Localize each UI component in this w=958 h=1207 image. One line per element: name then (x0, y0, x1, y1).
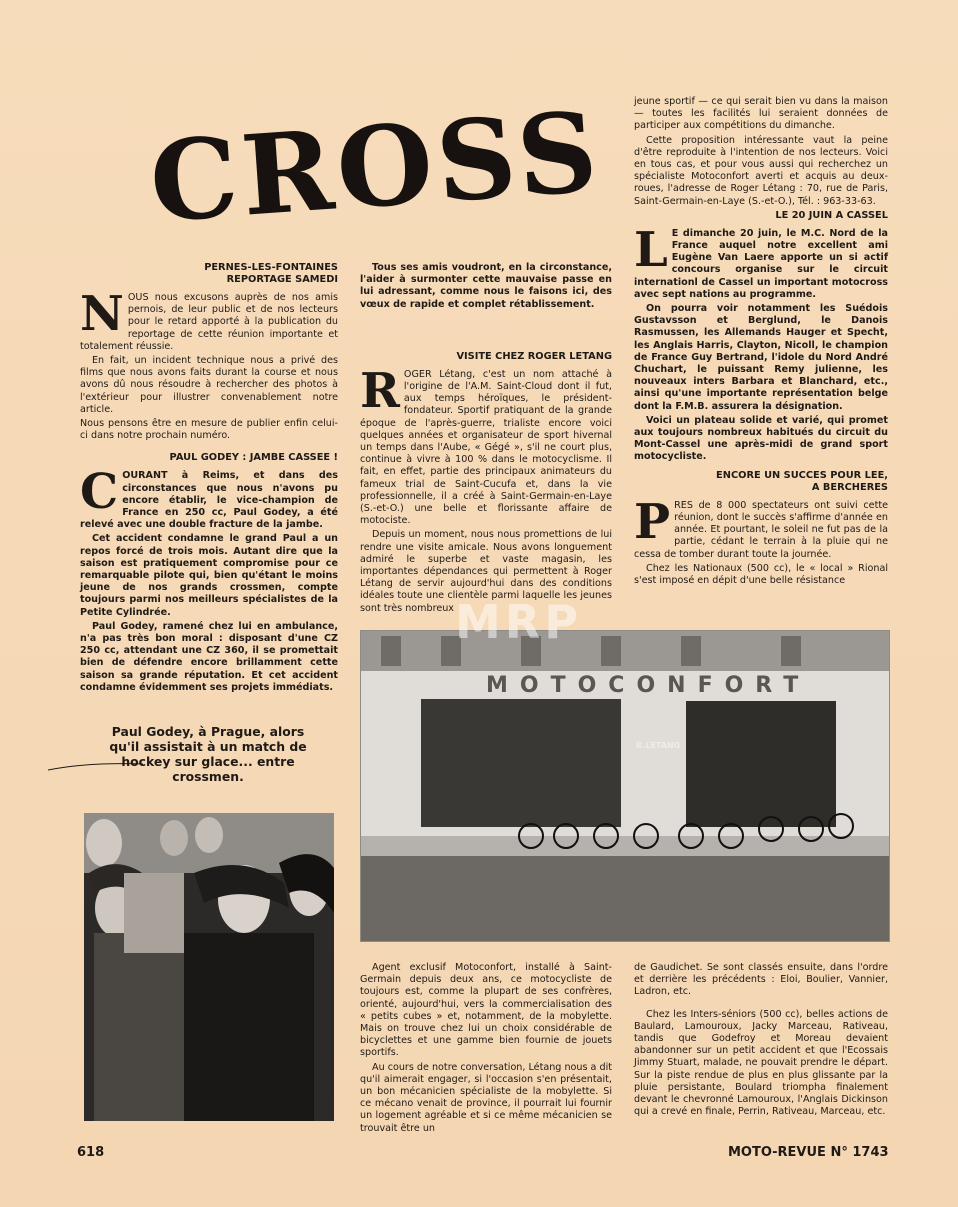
drop-cap: R (360, 362, 400, 419)
caption-arrow-icon (48, 756, 148, 776)
paragraph: Tous ses amis voudront, en la circonstance, l'aider à surmonter cette mauvaise passe en lui adressant, comme nous le faisons ici, des vœux de rapide et complet rétablissement. (360, 262, 612, 310)
paragraph: Nous pensons être en mesure de publier enfin celui-ci dans notre prochain numéro. (80, 418, 338, 442)
drop-cap: C (80, 464, 119, 521)
paragraph: Chez les Nationaux (500 cc), le « local » Rional s'est imposé en dépit d'une belle résistance (634, 562, 888, 586)
paragraph: Cette proposition intéressante vaut la peine d'être reproduite à l'intention de nos lecteurs. Voici en tous cas, et pour vous aussi qui recherchez un spécialiste Motoconfort averti et acquis au deux-roues, l'adresse de Roger Létang : 70, rue de Paris, Saint-Germain-en-Laye (S.-et-O.), Tél. : 963-33-63. (634, 134, 888, 207)
paragraph: jeune sportif — ce qui serait bien vu dans la maison — toutes les facilités lui seraient données de participer aux compétitions du dimanche. (634, 96, 888, 132)
paragraph: Chez les Inters-séniors (500 cc), belles actions de Baulard, Lamouroux, Jacky Marceau, Rativeau, tandis que Godefroy et Moreau devaient abandonner sur un petit accident et que l'Ecossais Jimmy Stuart, malade, ne pouvait prendre le départ. Sur la piste rendue de plus en plus glissante par la pluie persistante, Boulard triompha finalement devant le chevronné Lamouroux, l'Anglais Dickinson qui a crevé en finale, Perrin, Rativeau, Marceau, etc. (634, 1008, 888, 1118)
paragraph: COURANT à Reims, et dans des circonstances que nous n'avons pu encore établir, le vice-champion de France en 250 cc, Paul Godey, a été relevé avec une double fracture de la jambe. (80, 464, 338, 531)
column-3 (634, 96, 888, 589)
photo-motoconfort-storefront (360, 630, 890, 942)
column-5 (634, 962, 888, 1120)
section-heading-cassel: LE 20 JUIN A CASSEL (775, 209, 888, 221)
paragraph: ROGER Létang, c'est un nom attaché à l'origine de l'A.M. Saint-Cloud dont il fut, aux temps héroïques, le président-fondateur. Sportif pratiquant de la grande époque de l'après-guerre, trialiste encore voici quelques années et organisateur de sport hivernal un temps dans l'Aube, « Gégé », s'il ne court plus, continue à vivre à 100 % dans le motocyclisme. Il fait, en effet, partie des principaux animateurs du fameux trial de Saint-Cucufa et, dans la vie professionnelle, il a créé à Saint-Germain-en-Laye (S.-et-O.) une belle et florissante affaire de motociste. (360, 362, 612, 527)
article-title: CROSS (145, 86, 606, 248)
paragraph: Voici un plateau solide et varié, qui promet aux toujours nombreux habitués du circuit du Mont-Cassel une après-midi de grand sport motocycliste. (634, 414, 888, 463)
column-1 (80, 262, 338, 696)
paragraph: On pourra voir notamment les Suédois Gustavsson et Berglund, le Danois Rasmussen, les Allemands Hauger et Specht, les Anglais Harris, Clayton, Nicoll, le champion de France Guy Bertrand, l'idole du Nord André Chuchart, le puissant Remy julienne, les nouveaux inters Barbara et Blanchard, etc., ainsi qu'une importante représentation belge dont la F.M.B. assurera la désignation. (634, 303, 888, 412)
section-heading-bercheres: ENCORE UN SUCCES POUR LEE, A BERCHERES (716, 469, 888, 493)
paragraph: NOUS nous excusons auprès de nos amis pernois, de leur public et de nos lecteurs pour le retard apporté à la publication du reportage de cette réunion importante et totalement réussie. (80, 286, 338, 352)
drop-cap: P (634, 493, 671, 550)
paragraph: Depuis un moment, nous nous promettions de lui rendre une visite amicale. Nous avons longuement admiré le superbe et vaste magasin, les importantes dépendances qui permettent à Roger Létang de servir aujourd'hui dans des conditions idéales toute une clientèle parmi laquelle les jeunes sont très nombreux (360, 529, 612, 614)
photo-paul-godey (84, 813, 334, 1121)
paragraph: Agent exclusif Motoconfort, installé à Saint-Germain depuis deux ans, ce motocycliste de toujours est, comme la plupart de ses confrères, orienté, aujourd'hui, vers la commercialisation des « petits cubes » et, notamment, de la mobylette. Mais on trouve chez lui un choix considérable de bicyclettes et une gamme bien fournie de jouets sportifs. (360, 962, 612, 1059)
watermark-logo: MRP (455, 595, 582, 649)
photo-caption: Paul Godey, à Prague, alors qu'il assistait à un match de hockey sur glace... entre crossmen. (109, 724, 307, 784)
paragraph: Paul Godey, ramené chez lui en ambulance, n'a pas très bon moral : disposant d'une CZ 250 cc, attendant une CZ 360, il se promettait bien de défendre encore brillamment cette saison sa grande réputation. Et cet accident condamne évidemment ses projets immédiats. (80, 620, 338, 693)
section-heading-letang: VISITE CHEZ ROGER LETANG (456, 350, 612, 362)
storefront-sign: MOTOCONFORT (486, 673, 811, 698)
page-number: 618 (77, 1145, 105, 1160)
paragraph: En fait, un incident technique nous a privé des films que nous avons faits durant la course et nous avons dû nous résoudre à rechercher des photos à l'extérieur pour illustrer convenablement notre article. (80, 355, 338, 415)
crowd-photo-illustration (84, 813, 334, 1121)
paragraph: L E dimanche 20 juin, le M.C. Nord de la France auquel notre excellent ami Eugène Van Laere apporte un si actif concours organise sur le circuit internationl de Cassel un important motocross avec sept nations au programme. (634, 221, 888, 300)
section-heading-pernes: PERNES-LES-FONTAINES REPORTAGE SAMEDI (204, 262, 338, 285)
column-2 (360, 262, 612, 617)
column-4 (360, 962, 612, 1137)
drop-cap: L (634, 221, 668, 278)
magazine-issue: MOTO-REVUE N° 1743 (728, 1145, 889, 1160)
paragraph: de Gaudichet. Se sont classés ensuite, dans l'ordre et derrière les précédents : Eloi, Boulier, Vannier, Ladron, etc. (634, 962, 888, 998)
paragraph: PRES de 8 000 spectateurs ont suivi cette réunion, dont le succès s'affirme d'année en année. Et pourtant, le soleil ne fut pas de la partie, cédant le terrain à la pluie qui ne cessa de tomber durant toute la journée. (634, 493, 888, 560)
drop-cap: N (80, 286, 124, 342)
shop-window-sign: R.LETANG (636, 741, 681, 750)
paragraph: Cet accident condamne le grand Paul a un repos forcé de trois mois. Autant dire que la saison est pratiquement compromise pour ce remarquable pilote qui, bien qu'étant le moins jeune de nos grands crossmen, compte toujours parmi nos meilleurs spécialistes de la Petite Cylindrée. (80, 533, 338, 618)
paragraph: Au cours de notre conversation, Létang nous a dit qu'il aimerait engager, si l'occasion s'en présentait, un bon mécanicien spécialiste de la mobylette. Si ce mécano venait de province, il pourrait lui fournir un logement agréable et si ce même mécanicien se trouvait être un (360, 1061, 612, 1134)
section-heading-godey: PAUL GODEY : JAMBE CASSEE ! (169, 452, 338, 464)
